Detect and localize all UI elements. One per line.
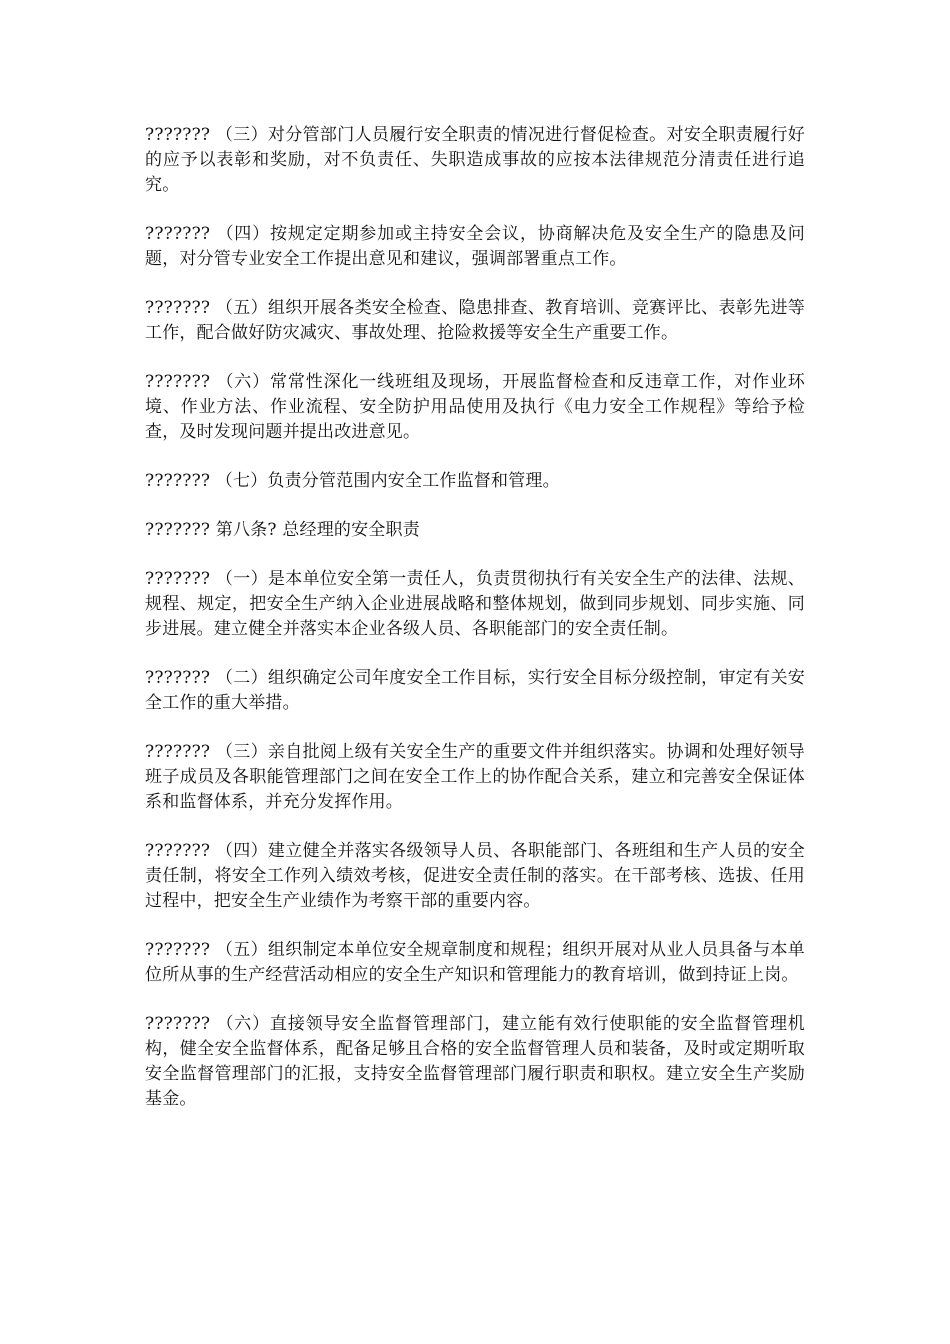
- paragraph-responsibility-system: ??????? （四）建立健全并落实各级领导人员、各职能部门、各班组和生产人员的安全责任制，将安全工作列入绩效考核，促进安全责任制的落实。在干部考核、选拔、任用过程中，把安全生产业绩作为考察干部的重要内容。: [145, 841, 805, 911]
- paragraph-review-documents: ??????? （三）亲自批阅上级有关安全生产的重要文件并组织落实。协调和处理好领导班子成员及各职能管理部门之间在安全工作上的协作配合关系，建立和完善安全保证体系和监督体系，并充分发挥作用。: [145, 742, 805, 812]
- paragraph-supervise-inspection: ??????? （三）对分管部门人员履行安全职责的情况进行督促检查。对安全职责履行好的应予以表彰和奖励，对不负责任、失职造成事故的应按本法律规范分清责任进行追究。: [145, 125, 805, 195]
- paragraph-supervision-department: ??????? （六）直接领导安全监督管理部门，建立能有效行使职能的安全监督管理机构，健全安全监督体系，配备足够且合格的安全监督管理人员和装备，及时或定期听取安全监督管理部门的汇报，支持安全监督管理部门履行职责和职权。建立安全生产奖励基金。: [145, 1014, 805, 1109]
- section-heading-article-8: ??????? 第八条? 总经理的安全职责: [145, 520, 420, 540]
- paragraph-frontline-supervision: ??????? （六）常常性深化一线班组及现场，开展监督检查和反违章工作，对作业环境、作业方法、作业流程、安全防护用品使用及执行《电力安全工作规程》等给予检查，及时发现问题并提出改进意见。: [145, 372, 805, 442]
- paragraph-rules-training: ??????? （五）组织制定本单位安全规章制度和规程；组织开展对从业人员具备与本单位所从事的生产经营活动相应的安全生产知识和管理能力的教育培训，做到持证上岗。: [145, 940, 805, 985]
- paragraph-scope-management: ??????? （七）负责分管范围内安全工作监督和管理。: [145, 471, 560, 491]
- paragraph-annual-targets: ??????? （二）组织确定公司年度安全工作目标，实行安全目标分级控制，审定有关安全工作的重大举措。: [145, 668, 805, 713]
- paragraph-safety-meetings: ??????? （四）按规定定期参加或主持安全会议，协商解决危及安全生产的隐患及问题，对分管专业安全工作提出意见和建议，强调部署重点工作。: [145, 224, 805, 269]
- paragraph-first-responsible: ??????? （一）是本单位安全第一责任人，负责贯彻执行有关安全生产的法律、法规、规程、规定，把安全生产纳入企业进展战略和整体规划，做到同步规划、同步实施、同步进展。建立健全并落实本企业各级人员、各职能部门的安全责任制。: [145, 569, 805, 639]
- paragraph-safety-inspections: ??????? （五）组织开展各类安全检查、隐患排查、教育培训、竞赛评比、表彰先进等工作，配合做好防灾减灾、事故处理、抢险救援等安全生产重要工作。: [145, 298, 805, 343]
- document-body: [145, 123, 805, 1136]
